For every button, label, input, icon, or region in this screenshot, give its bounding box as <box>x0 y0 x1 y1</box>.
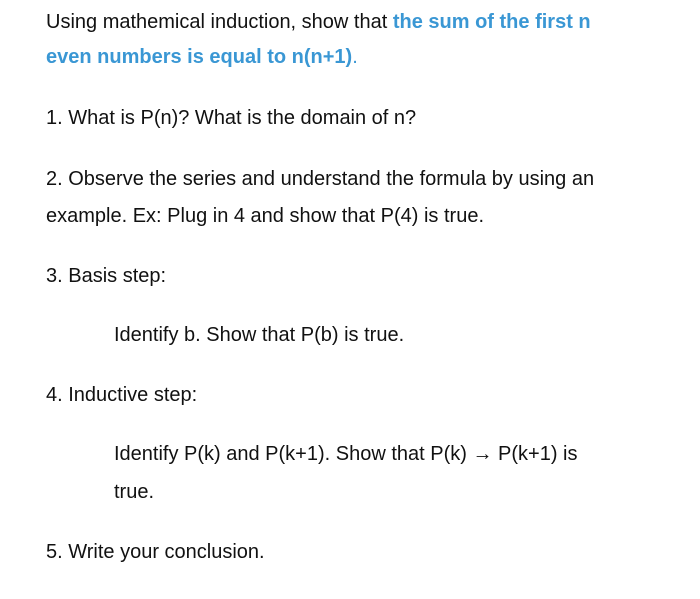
intro-highlight-2: even numbers is equal to n(n+1) <box>46 46 353 68</box>
intro-line-2 <box>46 45 358 69</box>
step-4-detail-line-2: true. <box>114 481 155 503</box>
step-2-line-2: example. Ex: Plug in 4 and show that P(4) is true. <box>46 205 484 227</box>
step-2-line-1: 2. Observe the series and understand the formula by using an <box>46 168 595 190</box>
intro-period: . <box>352 46 358 68</box>
step-4-heading: 4. Inductive step: <box>46 384 198 406</box>
step-3-detail: Identify b. Show that P(b) is true. <box>114 324 405 346</box>
intro-lead: Using mathemical induction, show that <box>46 11 393 33</box>
step-4-detail-line-1: Identify P(k) and P(k+1). Show that P(k) → P(k+1) is <box>114 443 578 465</box>
intro-highlight-1: the sum of the first n <box>392 11 591 33</box>
step-1: 1. What is P(n)? What is the domain of n? <box>46 107 417 129</box>
intro-line-1 <box>46 10 591 34</box>
step-5: 5. Write your conclusion. <box>46 541 265 563</box>
step-3-heading: 3. Basis step: <box>46 265 167 287</box>
